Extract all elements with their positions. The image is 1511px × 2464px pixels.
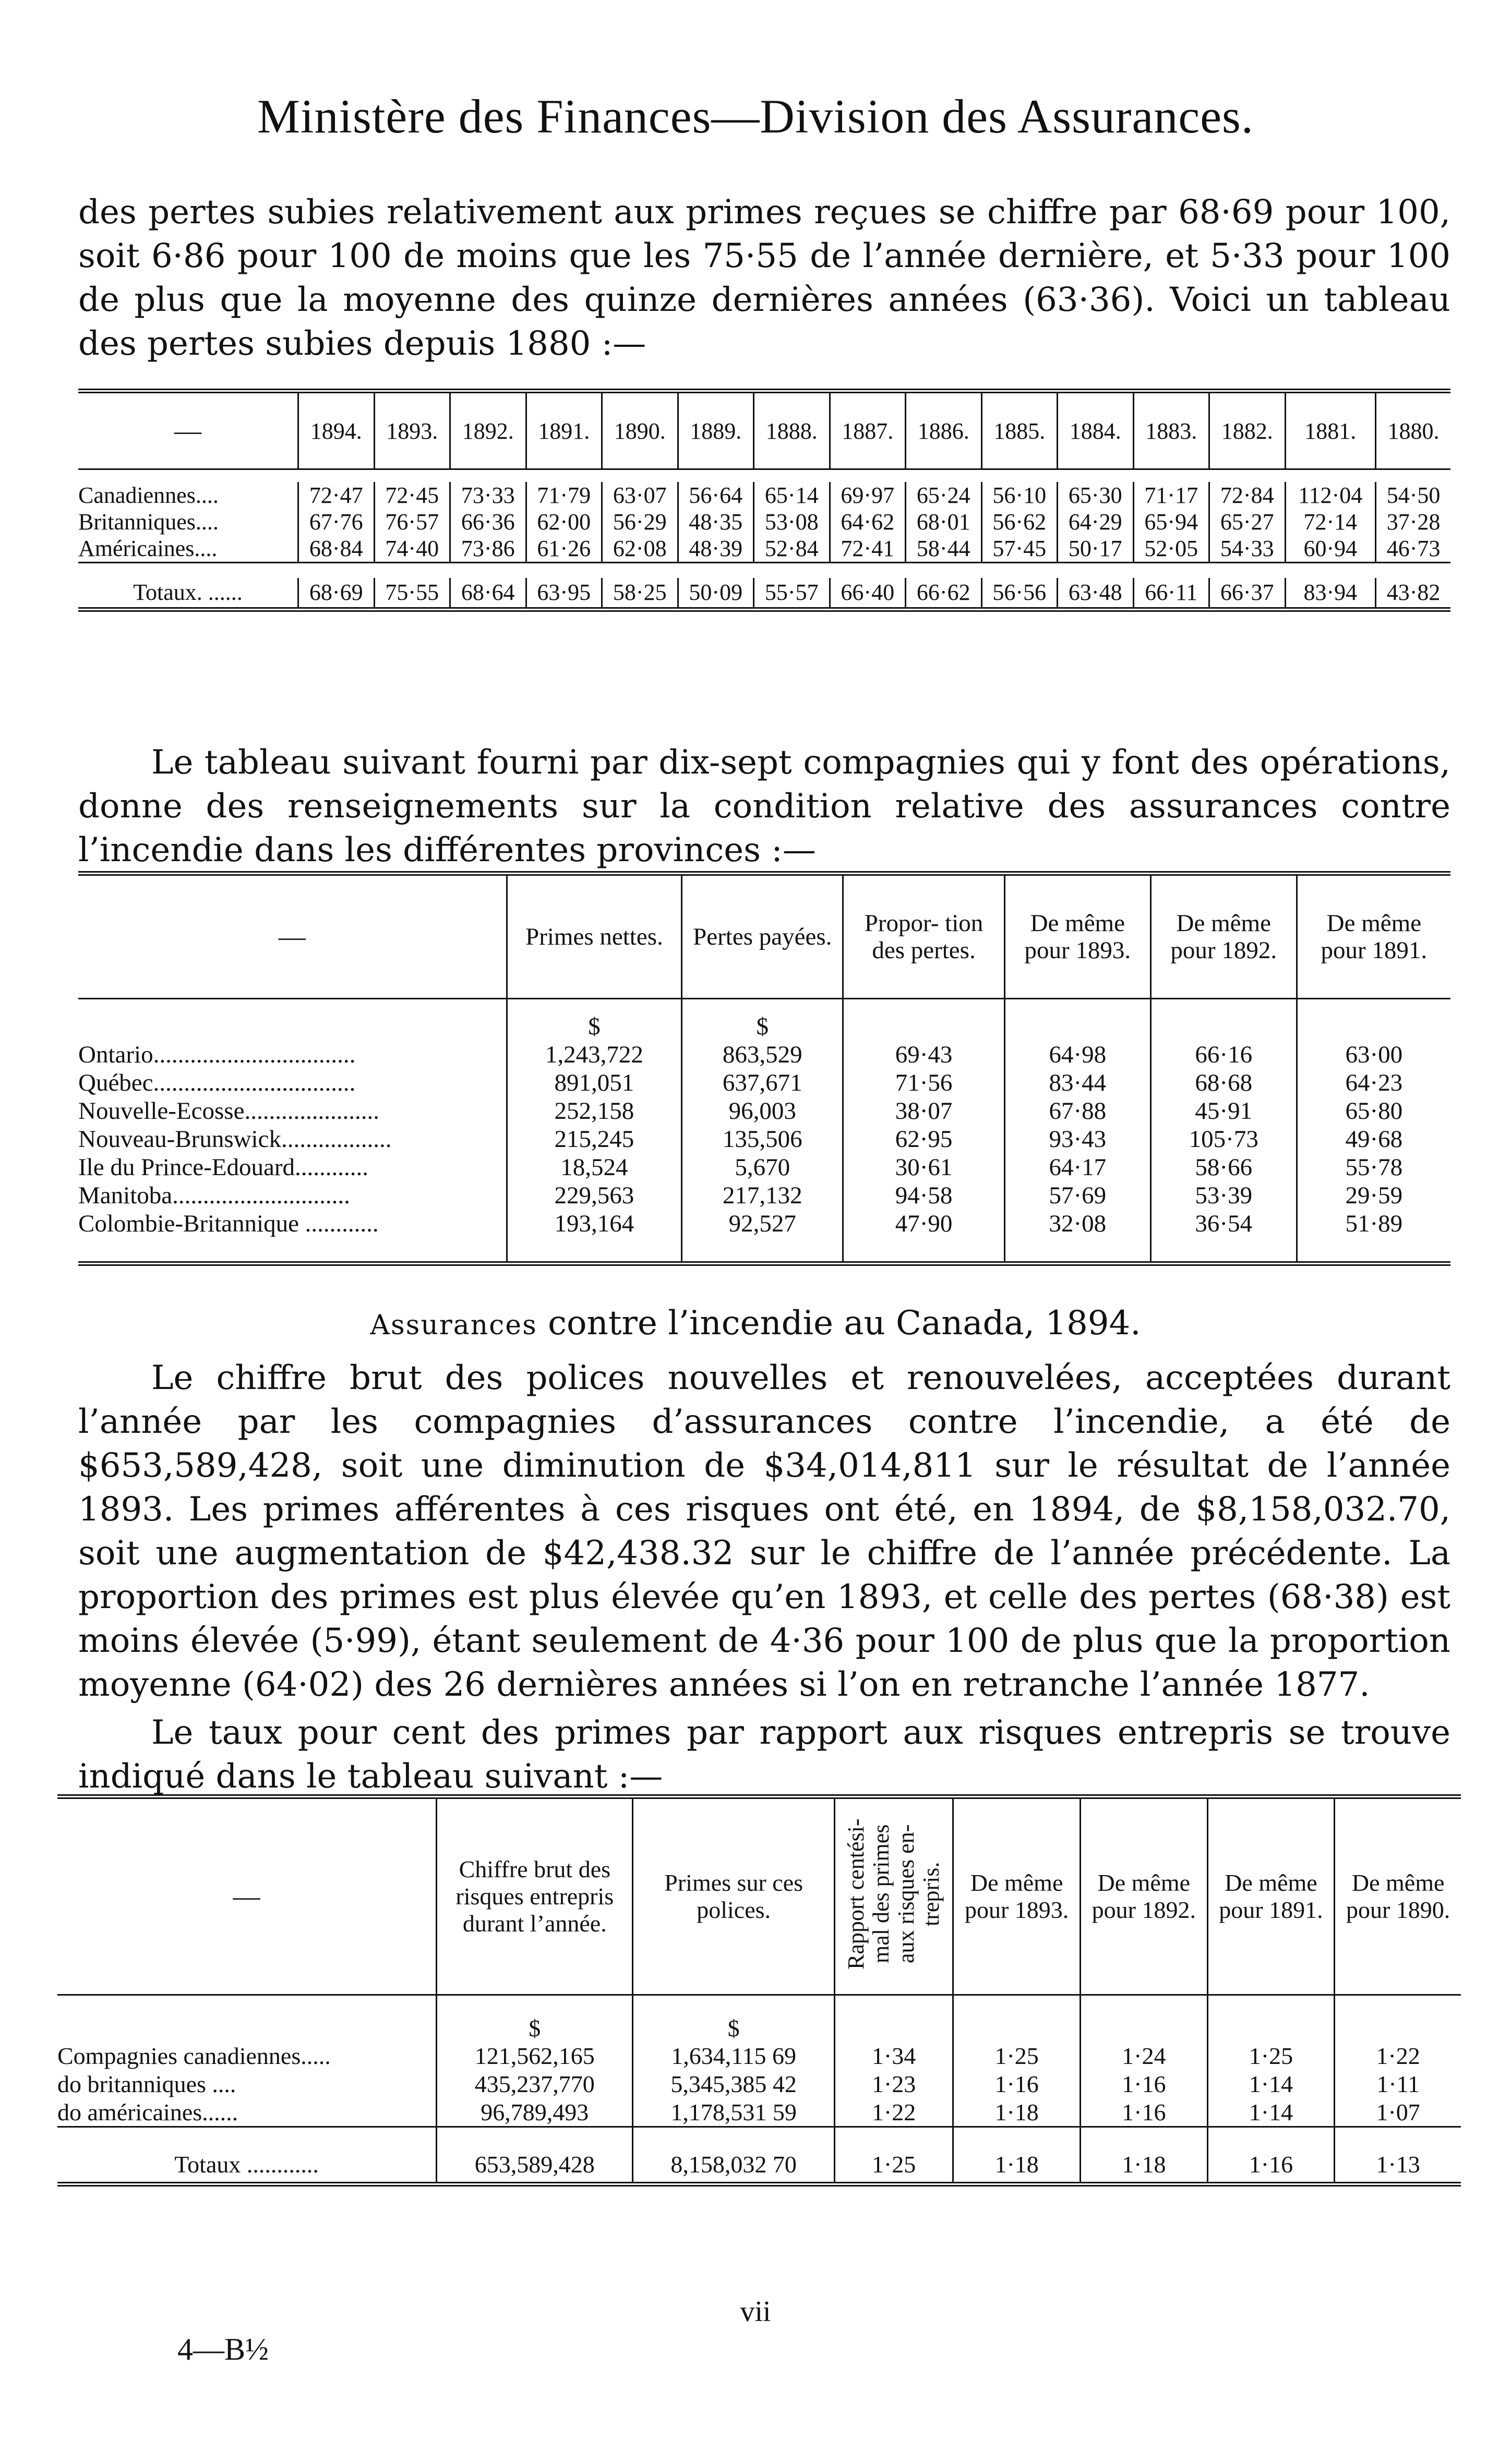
t1-total-cell: 66·40: [830, 578, 906, 609]
t2-cell: 863,529: [682, 1041, 843, 1069]
t1-cell: 72·84: [1209, 482, 1286, 509]
t2-cell: 53·39: [1150, 1181, 1297, 1210]
t2-cell: 5,670: [682, 1153, 843, 1181]
t2-cell: 67·88: [1004, 1097, 1150, 1125]
t1-cell: 61·26: [526, 535, 602, 563]
t2-column-header: De même pour 1891.: [1297, 874, 1450, 999]
t2-cell: 96,003: [682, 1097, 843, 1125]
t3-column-header: De même pour 1892.: [1080, 1797, 1207, 1995]
t1-row-label: Britanniques....: [78, 509, 219, 535]
t1-row-label: Canadiennes....: [78, 482, 219, 508]
t3-total-cell: 1·25: [834, 2147, 953, 2184]
t2-cell: 63·00: [1297, 1041, 1450, 1069]
t3-row-label: do américaines......: [57, 2098, 238, 2125]
section-caption: [0, 1304, 1511, 1343]
t3-total-row: [57, 2147, 1461, 2184]
t2-row: [78, 1181, 1450, 1210]
t2-cell: 57·69: [1004, 1181, 1150, 1210]
t3-cell: 121,562,165: [437, 2042, 633, 2070]
t1-year-header: 1890.: [602, 391, 678, 469]
t2-column-header: De même pour 1893.: [1004, 874, 1150, 999]
t2-row: [78, 1041, 1450, 1069]
t1-total-cell: 68·69: [298, 578, 375, 609]
t1-row: [78, 509, 1450, 535]
t3-cell: 1·11: [1335, 2070, 1461, 2098]
t2-cell: 229,563: [507, 1181, 682, 1210]
t3-corner: —: [233, 1881, 260, 1912]
t2-cell: 252,158: [507, 1097, 682, 1125]
t2-cell: 64·23: [1297, 1069, 1450, 1097]
t2-cell: 36·54: [1150, 1210, 1297, 1238]
t1-cell: 72·47: [298, 482, 375, 509]
provinces-intro-paragraph: Le tableau suivant fourni par dix-sept compagnies qui y font des opérations, donne des renseignements sur la condition relative des assurances contre l’incendie dans les différentes provinces :—: [78, 743, 1450, 869]
t2-cell: 83·44: [1004, 1069, 1150, 1097]
t1-cell: 57·45: [981, 535, 1058, 563]
signature-mark: 4—B½: [177, 2332, 269, 2366]
fire-insurance-paragraph: Le chiffre brut des polices nouvelles et renouvelées, acceptées durant l’année par les compagnies d’assurances contre l’incendie, a été de $653,589,428, soit une diminution de $34,014,811 sur le résultat de l’année 1893. Les primes afférentes à ces risques ont été, en 1894, de $8,158,032.70, soit une augmentation de $42,438.32 sur le chiffre de l’année précédente. La proportion des primes est plus élevée qu’en 1893, et celle des pertes (68·38) est moins élevée (5·99), étant seulement de 4·36 pour 100 de plus que la proportion moyenne (64·02) des 26 dernières années si l’on en retranche l’année 1877.: [78, 1359, 1450, 1704]
t1-cell: 65·14: [754, 482, 830, 509]
t1-cell: 74·40: [374, 535, 450, 563]
t3-unit: [1207, 1995, 1335, 2042]
t2-cell: 105·73: [1150, 1125, 1297, 1153]
t2-cell: 29·59: [1297, 1181, 1450, 1210]
t3-cell: 1·34: [834, 2042, 953, 2070]
t1-cell: 54·50: [1376, 482, 1450, 509]
t3-total-cell: 653,589,428: [437, 2147, 633, 2184]
t3-column-header: Chiffre brut des risques entrepris durant l’année.: [437, 1797, 633, 1995]
caption-rest: contre l’incendie au Canada, 1894.: [537, 1304, 1141, 1343]
t1-cell: 65·24: [906, 482, 982, 509]
t2-cell: 69·43: [843, 1041, 1005, 1069]
t1-cell: 66·36: [450, 509, 526, 535]
t1-total-cell: 63·48: [1058, 578, 1134, 609]
t2-unit: [1150, 999, 1297, 1041]
t2-column-header: De même pour 1892.: [1150, 874, 1297, 999]
t3-cell: 1·16: [953, 2070, 1081, 2098]
t1-total-cell: 66·62: [906, 578, 982, 609]
t3-cell: 1·23: [834, 2070, 953, 2098]
t3-cell: 1·14: [1207, 2070, 1335, 2098]
t3-cell: 1·22: [834, 2098, 953, 2127]
t3-column-header: Primes sur ces polices.: [633, 1797, 834, 1995]
t3-cell: 1·14: [1207, 2098, 1335, 2127]
t1-cell: 69·97: [830, 482, 906, 509]
t1-total-cell: 50·09: [678, 578, 754, 609]
t1-cell: 71·79: [526, 482, 602, 509]
t3-unit: [1335, 1995, 1461, 2042]
t2-column-header: Propor- tion des pertes.: [843, 874, 1005, 999]
t1-cell: 65·94: [1133, 509, 1209, 535]
t2-row: [78, 1097, 1450, 1125]
t1-cell: 46·73: [1376, 535, 1450, 563]
t1-year-header: 1893.: [374, 391, 450, 469]
t1-cell: 62·00: [526, 509, 602, 535]
t1-year-header: 1889.: [678, 391, 754, 469]
t2-cell: 217,132: [682, 1181, 843, 1210]
t3-header-row: [57, 1797, 1461, 1995]
t1-cell: 76·57: [374, 509, 450, 535]
t1-cell: 72·41: [830, 535, 906, 563]
t1-cell: 54·33: [1209, 535, 1286, 563]
t3-unit-spacer: [57, 1995, 437, 2042]
t2-cell: 45·91: [1150, 1097, 1297, 1125]
t1-cell: 52·84: [754, 535, 830, 563]
t1-cell: 52·05: [1133, 535, 1209, 563]
t2-cell: 94·58: [843, 1181, 1005, 1210]
t1-total-row: [78, 578, 1450, 609]
t1-row-label: Américaines....: [78, 535, 218, 561]
t1-total-cell: 68·64: [450, 578, 526, 609]
t2-cell: 68·68: [1150, 1069, 1297, 1097]
t1-cell: 73·33: [450, 482, 526, 509]
t1-total-cell: 83·94: [1285, 578, 1376, 609]
t1-year-header: 1892.: [450, 391, 526, 469]
t1-cell: 56·62: [981, 509, 1058, 535]
t1-cell: 53·08: [754, 509, 830, 535]
t1-total-cell: 55·57: [754, 578, 830, 609]
t1-cell: 71·17: [1133, 482, 1209, 509]
t1-year-header: 1891.: [526, 391, 602, 469]
t1-total-label: Totaux. ......: [133, 579, 243, 606]
t2-row-label: Nouveau-Brunswick..................: [78, 1125, 392, 1153]
t1-year-header: 1894.: [298, 391, 375, 469]
t1-cell: 68·84: [298, 535, 375, 563]
t3-cell: 1,634,115 69: [633, 2042, 834, 2070]
t3-cell: 1·24: [1080, 2042, 1207, 2070]
t3-cell: 1·25: [1207, 2042, 1335, 2070]
t2-cell: 93·43: [1004, 1125, 1150, 1153]
t3-unit: [1080, 1995, 1207, 2042]
t1-corner: —: [174, 416, 201, 446]
t2-cell: 47·90: [843, 1210, 1005, 1238]
running-title: Ministère des Finances—Division des Assurances.: [257, 90, 1254, 143]
t3-cell: 1·22: [1335, 2042, 1461, 2070]
t3-row-label: do britanniques ....: [57, 2071, 236, 2097]
t2-cell: 92,527: [682, 1210, 843, 1238]
t2-unit: [1004, 999, 1150, 1041]
t1-year-header: 1882.: [1209, 391, 1286, 469]
t2-cell: 49·68: [1297, 1125, 1450, 1153]
t3-column-header: De même pour 1893.: [953, 1797, 1081, 1995]
t3-total-cell: 1·18: [953, 2147, 1081, 2184]
t3-column-header: De même pour 1890.: [1335, 1797, 1461, 1995]
t2-cell: 65·80: [1297, 1097, 1450, 1125]
t3-row: [57, 2042, 1461, 2070]
t1-cell: 56·29: [602, 509, 678, 535]
t1-cell: 37·28: [1376, 509, 1450, 535]
t2-cell: 891,051: [507, 1069, 682, 1097]
t2-cell: 32·08: [1004, 1210, 1150, 1238]
t3-unit: $: [437, 1995, 633, 2042]
t1-cell: 48·35: [678, 509, 754, 535]
t3-column-header: [834, 1797, 953, 1995]
t1-cell: 72·45: [374, 482, 450, 509]
t1-year-header: 1880.: [1376, 391, 1450, 469]
t1-year-header: 1884.: [1058, 391, 1134, 469]
loss-ratio-header-row: [78, 391, 1450, 469]
t1-year-header: 1885.: [981, 391, 1058, 469]
t2-cell: 55·78: [1297, 1153, 1450, 1181]
t2-cell: 637,671: [682, 1069, 843, 1097]
t2-cell: 64·17: [1004, 1153, 1150, 1181]
t3-unit: [953, 1995, 1081, 2042]
t3-unit: [834, 1995, 953, 2042]
t1-cell: 72·14: [1285, 509, 1376, 535]
t1-cell: 65·30: [1058, 482, 1134, 509]
t2-column-header: Primes nettes.: [507, 874, 682, 999]
t2-row-label: Ontario.................................: [78, 1041, 356, 1068]
t3-cell: 1·18: [953, 2098, 1081, 2127]
t2-cell: 64·98: [1004, 1041, 1150, 1069]
t2-cell: 71·56: [843, 1069, 1005, 1097]
t3-total-cell: 1·16: [1207, 2147, 1335, 2184]
t3-row-label: Compagnies canadiennes.....: [57, 2043, 331, 2069]
t3-cell: 1·16: [1080, 2070, 1207, 2098]
t2-row-label: Ile du Prince-Edouard............: [78, 1153, 369, 1181]
t1-year-header: 1888.: [754, 391, 830, 469]
t1-year-header: 1886.: [906, 391, 982, 469]
t2-unit: $: [682, 999, 843, 1041]
t3-cell: 1,178,531 59: [633, 2098, 834, 2127]
t3-rotated-header: Rapport centési- mal des primes aux risques en- trepris.: [843, 1818, 944, 1970]
t2-cell: 62·95: [843, 1125, 1005, 1153]
t3-total-cell: 1·18: [1080, 2147, 1207, 2184]
t3-cell: 1·07: [1335, 2098, 1461, 2127]
folio: vii: [740, 2296, 771, 2328]
t1-cell: 56·10: [981, 482, 1058, 509]
t2-cell: 215,245: [507, 1125, 682, 1153]
t2-row: [78, 1069, 1450, 1097]
loss-ratio-table: [78, 389, 1450, 612]
t3-cell: 5,345,385 42: [633, 2070, 834, 2098]
t2-cell: 193,164: [507, 1210, 682, 1238]
t1-cell: 50·17: [1058, 535, 1134, 563]
t1-total-cell: 43·82: [1376, 578, 1450, 609]
t2-row-label: Québec.................................: [78, 1069, 356, 1096]
t2-cell: 38·07: [843, 1097, 1005, 1125]
t2-cell: 66·16: [1150, 1041, 1297, 1069]
t2-cell: 18,524: [507, 1153, 682, 1181]
t2-unit-spacer: [78, 999, 507, 1041]
t1-total-cell: 58·25: [602, 578, 678, 609]
t1-year-header: 1881.: [1285, 391, 1376, 469]
t1-cell: 62·08: [602, 535, 678, 563]
t2-cell: 51·89: [1297, 1210, 1450, 1238]
t1-cell: 67·76: [298, 509, 375, 535]
t1-total-cell: 75·55: [374, 578, 450, 609]
t2-cell: 58·66: [1150, 1153, 1297, 1181]
t3-cell: 1·16: [1080, 2098, 1207, 2127]
rates-intro-paragraph: Le taux pour cent des primes par rapport aux risques entrepris se trouve indiqué dans le tableau suivant :—: [78, 1713, 1450, 1796]
t1-cell: 64·62: [830, 509, 906, 535]
t1-cell: 112·04: [1285, 482, 1376, 509]
t2-unit: [843, 999, 1005, 1041]
t1-cell: 63·07: [602, 482, 678, 509]
t2-unit: $: [507, 999, 682, 1041]
t2-row-label: Nouvelle-Ecosse......................: [78, 1097, 379, 1125]
t1-total-cell: 66·37: [1209, 578, 1286, 609]
t3-row: [57, 2098, 1461, 2127]
t2-row: [78, 1125, 1450, 1153]
t3-cell: 435,237,770: [437, 2070, 633, 2098]
t1-cell: 58·44: [906, 535, 982, 563]
t2-cell: 30·61: [843, 1153, 1005, 1181]
t2-cell: 1,243,722: [507, 1041, 682, 1069]
caption-smallcaps: Assurances: [370, 1310, 537, 1341]
t3-total-cell: 8,158,032 70: [633, 2147, 834, 2184]
t3-cell: 1·25: [953, 2042, 1081, 2070]
t3-total-cell: 1·13: [1335, 2147, 1461, 2184]
t1-cell: 56·64: [678, 482, 754, 509]
t1-row: [78, 535, 1450, 563]
t1-cell: 60·94: [1285, 535, 1376, 563]
t1-year-header: 1887.: [830, 391, 906, 469]
intro-paragraph: des pertes subies relativement aux primes reçues se chiffre par 68·69 pour 100, soit 6·86 pour 100 de moins que les 75·55 de l’année dernière, et 5·33 pour 100 de plus que la moyenne des quinze dernières années (63·36). Voici un tableau des pertes subies depuis 1880 :—: [78, 193, 1450, 363]
t1-cell: 64·29: [1058, 509, 1134, 535]
t1-cell: 65·27: [1209, 509, 1286, 535]
t2-corner: —: [278, 922, 306, 952]
t2-cell: 135,506: [682, 1125, 843, 1153]
t2-row: [78, 1153, 1450, 1181]
premium-rates-table: [57, 1794, 1461, 2187]
t2-row-label: Manitoba.............................: [78, 1181, 350, 1209]
t1-year-header: 1883.: [1133, 391, 1209, 469]
t3-row: [57, 2070, 1461, 2098]
t1-cell: 68·01: [906, 509, 982, 535]
t1-total-cell: 63·95: [526, 578, 602, 609]
t3-column-header: De même pour 1891.: [1207, 1797, 1335, 1995]
provinces-table: [78, 871, 1450, 1266]
t3-total-label: Totaux ............: [174, 2151, 319, 2178]
t1-row: [78, 482, 1450, 509]
t1-total-cell: 56·56: [981, 578, 1058, 609]
t3-cell: 96,789,493: [437, 2098, 633, 2127]
t1-total-cell: 66·11: [1133, 578, 1209, 609]
t2-row-label: Colombie-Britannique ............: [78, 1210, 379, 1237]
t2-header-row: [78, 874, 1450, 999]
t2-row: [78, 1210, 1450, 1238]
t3-unit: $: [633, 1995, 834, 2042]
t2-column-header: Pertes payées.: [682, 874, 843, 999]
t2-unit: [1297, 999, 1450, 1041]
t1-cell: 73·86: [450, 535, 526, 563]
t1-cell: 48·39: [678, 535, 754, 563]
